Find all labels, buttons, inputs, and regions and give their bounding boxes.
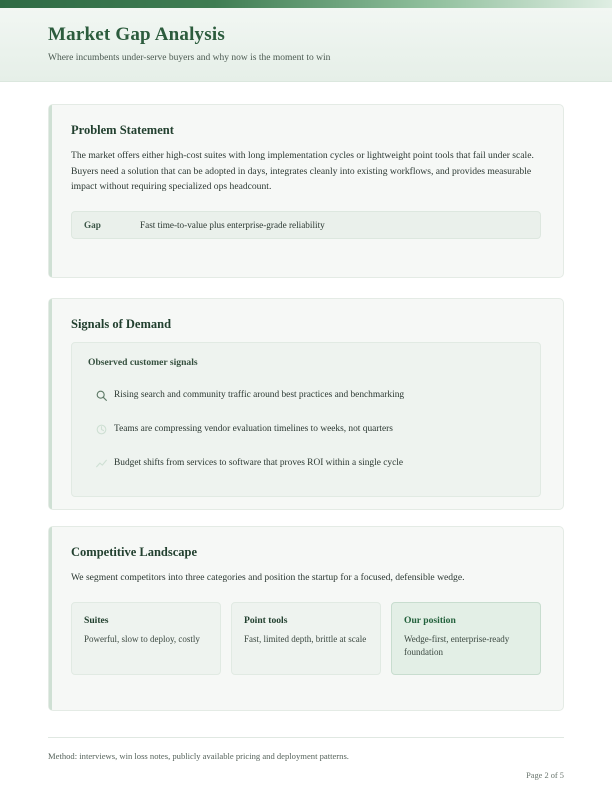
signals-of-demand-card [48,298,564,510]
top-accent-band [0,0,612,8]
column-title: Our position [404,614,456,626]
observed-signals-title: Observed customer signals [88,357,198,368]
competitor-column-our-position [391,602,541,675]
problem-statement-title: Problem Statement [71,123,174,137]
list-item [88,378,524,412]
page-header [0,8,612,82]
competitive-landscape-title: Competitive Landscape [71,545,198,559]
column-title: Suites [84,614,109,626]
page-title: Market Gap Analysis [48,24,225,45]
search-icon [88,389,114,402]
method-note: Method: interviews, win loss notes, publicly available pricing and deployment patterns. [48,751,349,761]
competitive-landscape-body: We segment competitors into three categories and position the startup for a focused, defensible wedge. [71,572,465,583]
column-description: Powerful, slow to deploy, costly [84,633,200,644]
signals-title: Signals of Demand [71,317,172,331]
page-subtitle: Where incumbents under-serve buyers and why now is the moment to win [48,53,331,63]
clock-icon [88,423,114,436]
gap-strip [71,211,541,239]
gap-value: Fast time-to-value plus enterprise-grade reliability [140,219,325,230]
column-description: Fast, limited depth, brittle at scale [244,633,367,644]
observed-signals-box [71,342,541,497]
competitive-landscape-card [48,526,564,711]
signal-text: Rising search and community traffic around best practices and benchmarking [114,390,405,400]
column-title: Point tools [244,614,288,626]
competitor-column-suites [71,602,221,675]
card-accent-bar [49,299,52,509]
footer-divider [48,737,564,738]
competitor-columns [71,602,541,675]
card-accent-bar [49,527,52,710]
chart-icon [88,457,114,470]
list-item [88,446,524,480]
signal-text: Budget shifts from services to software that proves ROI within a single cycle [114,458,403,468]
signal-text: Teams are compressing vendor evaluation timelines to weeks, not quarters [114,424,393,434]
competitor-column-point-tools [231,602,381,675]
problem-statement-card [48,104,564,278]
problem-statement-body: The market offers either high-cost suites with long implementation cycles or lightweight point tools that fail under scale. Buyers need a solution that can be adopted in days, integrates cleanly into existing workflows, and provides measurable impact without requiring specialized ops headcount. [71,150,534,193]
gap-label: Gap [84,219,101,230]
column-description: Wedge-first, enterprise-ready foundation [404,633,510,658]
list-item [88,412,524,446]
card-accent-bar [49,105,52,277]
page-number: Page 2 of 5 [526,771,564,780]
